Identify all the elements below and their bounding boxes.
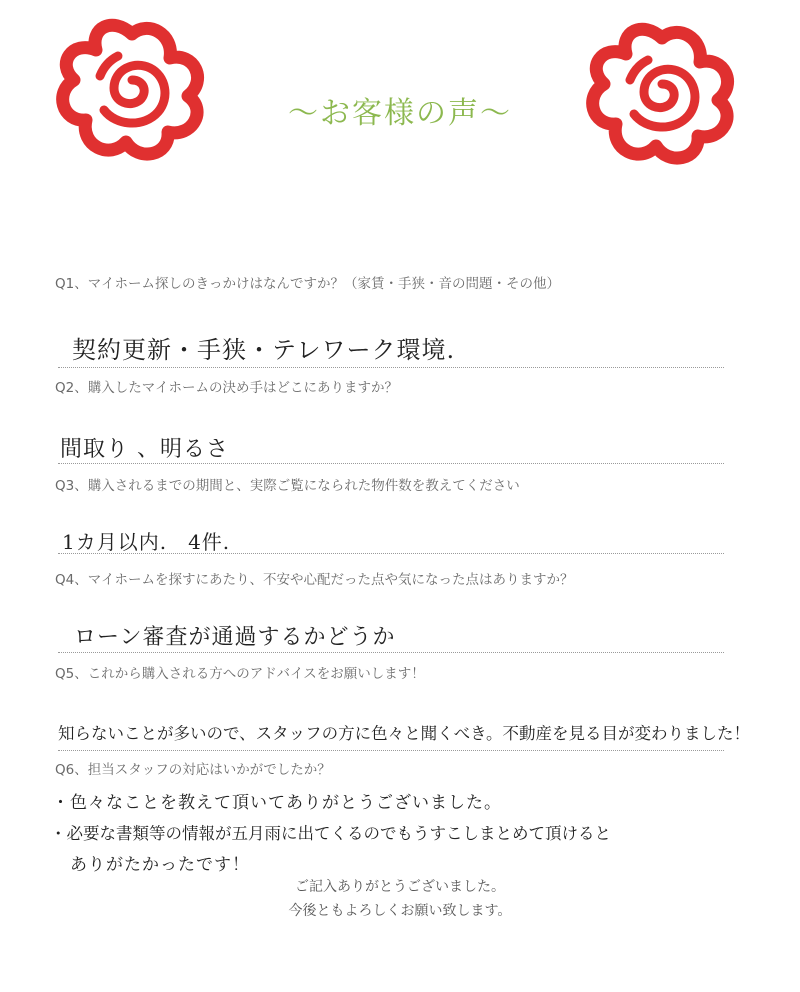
answer-4-rule (58, 652, 724, 653)
question-6: Q6、担当スタッフの対応はいかがでしたか？ (55, 762, 331, 778)
answer-2: 間取り 、明るさ (60, 437, 229, 462)
question-1: Q1、マイホーム探しのきっかけはなんですか？（家賃・手狭・音の問題・その他） (55, 276, 560, 292)
answer-3: 1カ月以内. 4件. (62, 530, 231, 554)
answer-4: ローン審査が通過するかどうか (74, 625, 396, 650)
answer-6-line-1: ・色々なことを教えて頂いてありがとうございました。 (52, 793, 502, 813)
answer-6-line-2: ・必要な書類等の情報が五月雨に出てくるのでもうすこしまとめて頂けると (50, 824, 611, 843)
page-title: ～お客様の声～ (288, 96, 512, 131)
question-5: Q5、これから購入される方へのアドバイスをお願いします！ (55, 666, 425, 682)
question-3: Q3、購入されるまでの期間と、実際ご覧になられた物件数を教えてください (55, 478, 520, 494)
answer-6-line-3: ありがたかったです！ (70, 855, 250, 875)
answer-2-rule (58, 463, 724, 464)
closing-line-2: 今後ともよろしくお願い致します。 (288, 903, 512, 919)
answer-1: 契約更新・手狭・テレワーク環境. (72, 336, 456, 364)
answer-3-rule (58, 553, 724, 554)
answer-1-rule (58, 367, 724, 368)
question-4: Q4、マイホームを探すにあたり、不安や心配だった点や気になった点はありますか？ (55, 572, 574, 588)
answer-5: 知らないことが多いので、スタッフの方に色々と聞くべき。不動産を見る目が変わりました！ (58, 724, 751, 743)
answer-5-rule (58, 750, 724, 751)
question-2: Q2、購入したマイホームの決め手はどこにありますか？ (55, 380, 398, 396)
closing-line-1: ご記入ありがとうございました。 (295, 879, 505, 895)
